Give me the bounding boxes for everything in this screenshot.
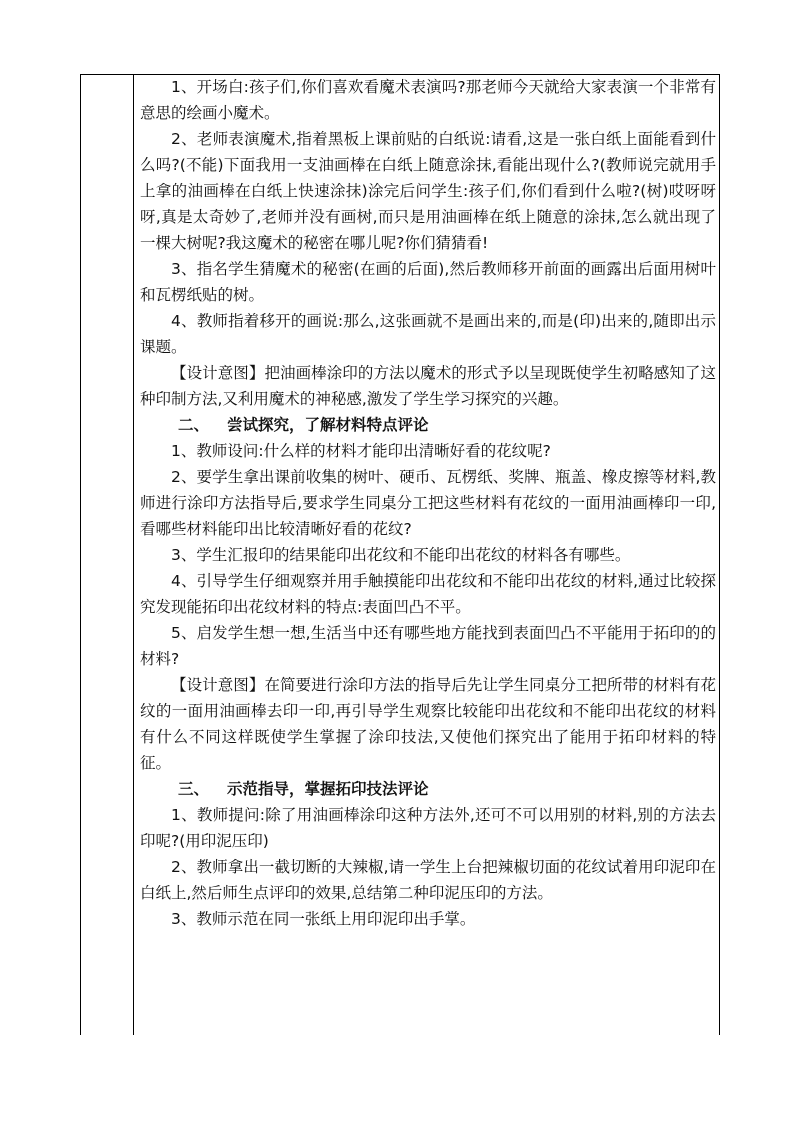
paragraph-report: 3、学生汇报印的结果能印出花纹和不能印出花纹的材料各有哪些。 [171,546,631,564]
section-title: 尝试探究，了解材料特点评论 [227,416,429,434]
paragraph-design-intent-1: 【设计意图】把油画棒涂印的方法以魔术的形式予以呈现既使学生初略感知了这种印制方法,又利用魔术的神秘感,激发了学生学习探究的兴趣。 [140,364,716,408]
paragraph-handprint: 3、教师示范在同一张纸上用印泥印出手掌。 [171,910,476,928]
paragraph-materials: 2、要学生拿出课前收集的树叶、硬币、瓦楞纸、奖牌、瓶盖、橡皮擦等材料,教师进行涂印方法指导后,要求学生同桌分工把这些材料有花纹的一面用油画棒印一印,看哪些材料能印出比较清晰好看的花纹? [140,468,716,538]
paragraph-think: 5、启发学生想一想,生活当中还有哪些地方能找到表面凹凸不平能用于拓印的的材料? [140,624,716,668]
paragraph-pepper: 2、教师拿出一截切断的大辣椒,请一学生上台把辣椒切面的花纹试着用印泥印在白纸上,然后师生点评印的效果,总结第二种印泥压印的方法。 [140,858,716,902]
paragraph-design-intent-2: 【设计意图】在简要进行涂印方法的指导后先让学生同桌分工把所带的材料有花纹的一面用油画棒去印一印,再引导学生观察比较能印出花纹和不能印出花纹的材料有什么不同这样既使学生掌握了涂印技法,又使他们探究出了能用于拓印材料的特征。 [140,676,716,772]
paragraph-observe: 4、引导学生仔细观察并用手触摸能印出花纹和不能印出花纹的材料,通过比较探究发现能拓印出花纹材料的特点:表面凹凸不平。 [140,572,716,616]
table-column-divider [133,74,134,1035]
section-number: 三、 [178,780,210,798]
section-title: 示范指导，掌握拓印技法评论 [227,780,429,798]
section-number: 二、 [178,416,210,434]
paragraph-magic-show: 2、老师表演魔术,指着黑板上课前贴的白纸说:请看,这是一张白纸上面能看到什么吗?(不能)下面我用一支油画棒在白纸上随意涂抹,看能出现什么?(教师说完就用手上拿的油画棒在白纸上快速涂抹)涂完后问学生:孩子们,你们看到什么啦?(树)哎呀呀呀,真是太奇妙了,老师并没有画树,而只是用油画棒在纸上随意的涂抹,怎么就出现了一棵大树呢?我这魔术的秘密在哪儿呢?你们猜猜看! [140,130,716,252]
paragraph-question: 1、教师设问:什么样的材料才能印出清晰好看的花纹呢? [171,442,551,460]
paragraph-opening: 1、开场白:孩子们,你们喜欢看魔术表演吗?那老师今天就给大家表演一个非常有意思的绘画小魔术。 [140,78,716,122]
paragraph-show-title: 4、教师指着移开的画说:那么,这张画就不是画出来的,而是(印)出来的,随即出示课题。 [140,312,716,356]
section-heading-3 [140,776,716,802]
table-content-cell [140,74,716,932]
paragraph-guess-secret: 3、指名学生猜魔术的秘密(在画的后面),然后教师移开前面的画露出后面用树叶和瓦楞纸贴的树。 [140,260,716,304]
section-heading-2 [140,412,716,438]
paragraph-ask: 1、教师提问:除了用油画棒涂印这种方法外,还可不可以用别的材料,别的方法去印呢?(用印泥压印) [140,806,716,850]
